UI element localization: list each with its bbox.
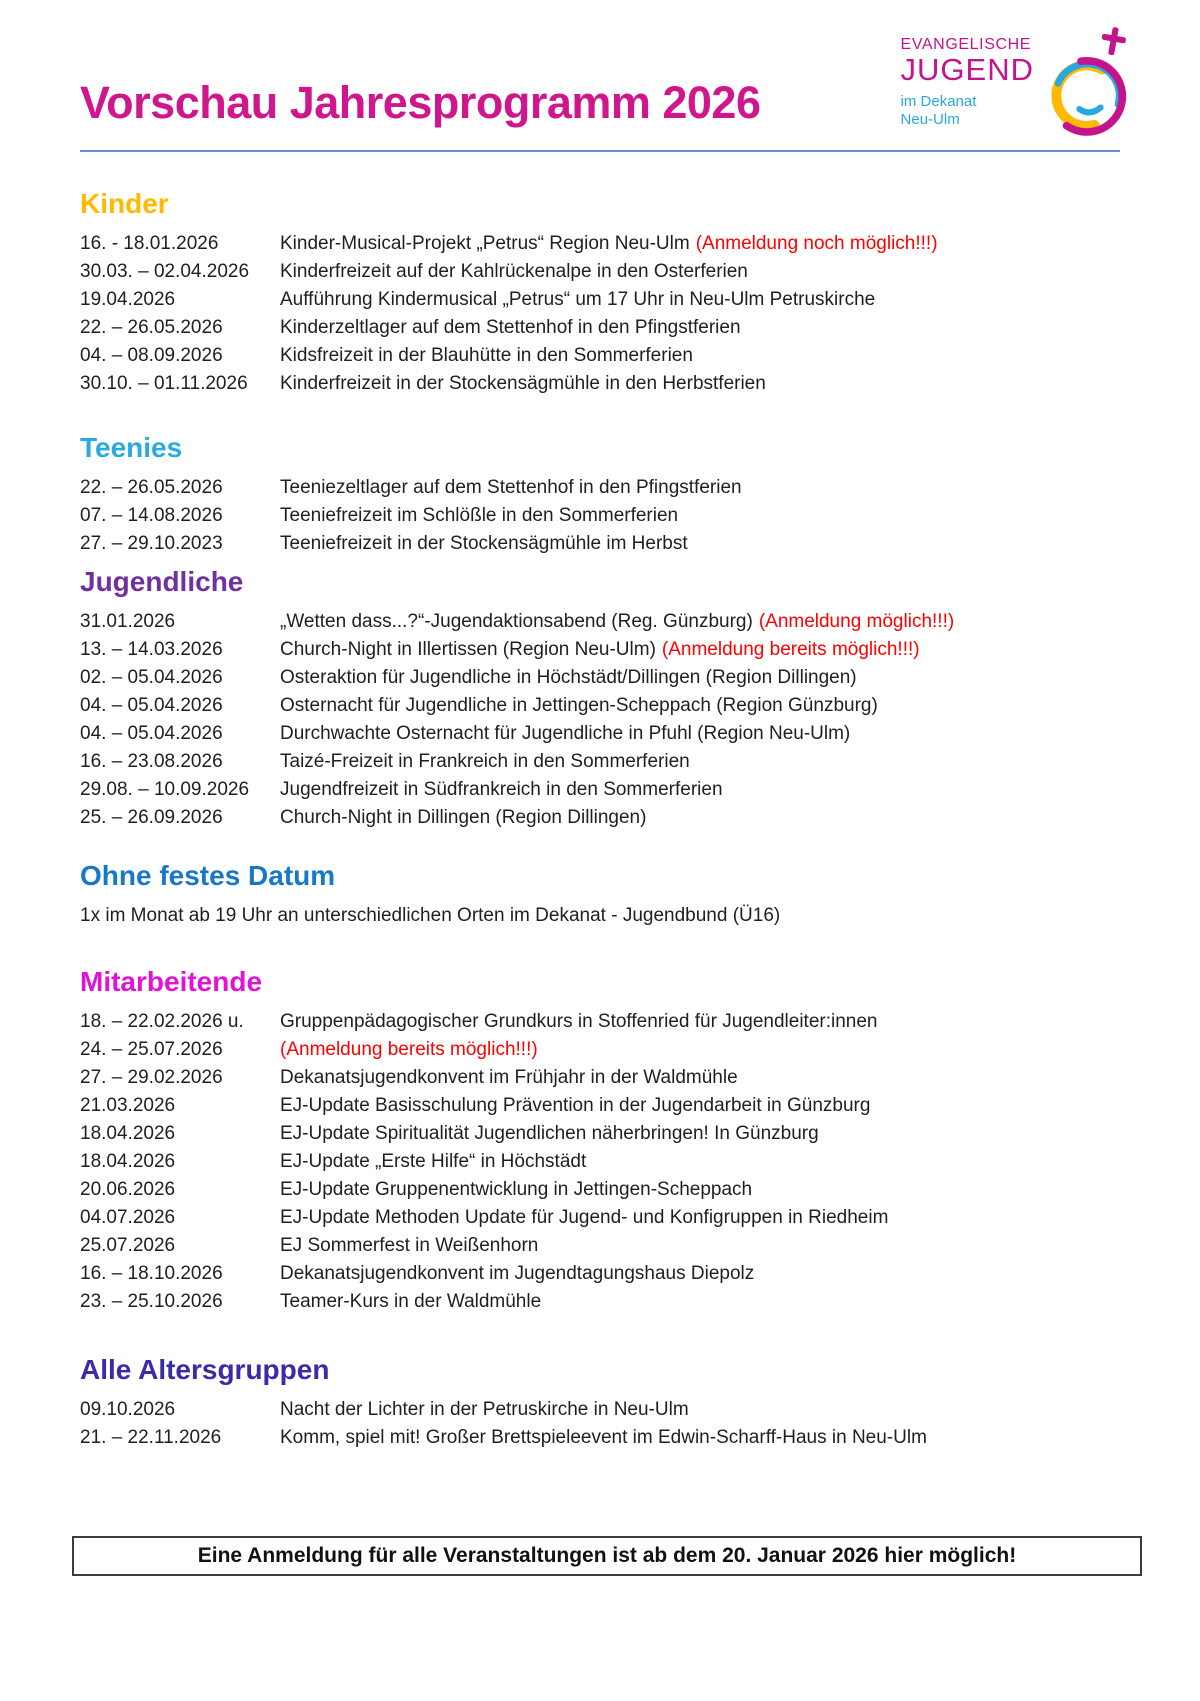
event-row <box>80 474 1120 502</box>
event-row <box>80 1260 1120 1288</box>
event-date: 18. – 22.02.2026 u. <box>80 1011 244 1033</box>
event-description <box>280 720 1120 748</box>
event-row <box>80 720 1120 748</box>
logo-line-evangelische: EVANGELISCHE <box>900 36 1032 53</box>
event-text: Church-Night in Illertissen (Region Neu-Ulm) <box>280 639 656 661</box>
event-row <box>80 370 1120 398</box>
event-description <box>280 1232 1120 1260</box>
event-description <box>280 692 1120 720</box>
event-date: 30.03. – 02.04.2026 <box>80 261 250 283</box>
event-text: Nacht der Lichter in der Petruskirche in Neu-Ulm <box>280 1399 689 1421</box>
event-date: 21. – 22.11.2026 <box>80 1427 222 1449</box>
event-description <box>280 748 1120 776</box>
event-text: EJ-Update Spiritualität Jugendlichen näherbringen! In Günzburg <box>280 1123 819 1145</box>
title-divider <box>80 150 1120 152</box>
event-description <box>280 776 1120 804</box>
event-date: 09.10.2026 <box>80 1399 176 1421</box>
event-description <box>280 530 1120 558</box>
event-description <box>280 342 1120 370</box>
event-row <box>80 342 1120 370</box>
event-row <box>80 1204 1120 1232</box>
event-text: EJ-Update „Erste Hilfe“ in Höchstädt <box>280 1151 587 1173</box>
ohne-festes-datum-text: 1x im Monat ab 19 Uhr an unterschiedlichen Orten im Dekanat - Jugendbund (Ü16) <box>80 905 781 927</box>
section-jugendliche <box>80 566 1120 832</box>
event-text: „Wetten dass...?“-Jugendaktionsabend (Reg. Günzburg) <box>280 611 753 633</box>
event-note: (Anmeldung möglich!!!) <box>758 611 955 633</box>
ring-cross-logo-icon <box>1040 24 1140 144</box>
section-kinder <box>80 188 1120 398</box>
event-row <box>80 692 1120 720</box>
event-date: 07. – 14.08.2026 <box>80 505 223 527</box>
event-row <box>80 502 1120 530</box>
event-row <box>80 1176 1120 1204</box>
event-description <box>280 664 1120 692</box>
logo-text <box>901 36 1034 129</box>
event-row <box>80 1064 1120 1092</box>
logo <box>901 24 1140 144</box>
event-date: 16. – 23.08.2026 <box>80 751 223 773</box>
event-note: (Anmeldung bereits möglich!!!) <box>661 639 920 661</box>
event-text: Osteraktion für Jugendliche in Höchstädt/Dillingen (Region Dillingen) <box>280 667 857 689</box>
event-description <box>280 1176 1120 1204</box>
event-description <box>280 1396 1120 1424</box>
event-text: Church-Night in Dillingen (Region Dillingen) <box>280 807 647 829</box>
event-row <box>80 1148 1120 1176</box>
event-date: 04. – 05.04.2026 <box>80 723 223 745</box>
event-date: 16. – 18.10.2026 <box>80 1263 223 1285</box>
event-row <box>80 286 1120 314</box>
event-row <box>80 1424 1120 1452</box>
event-row <box>80 1092 1120 1120</box>
section-mitarbeitende <box>80 966 1120 1316</box>
section-teenies <box>80 432 1120 558</box>
event-date: 16. - 18.01.2026 <box>80 233 219 255</box>
event-text: Dekanatsjugendkonvent im Frühjahr in der Waldmühle <box>280 1067 738 1089</box>
event-row <box>80 1036 1120 1064</box>
event-text: Kinderfreizeit in der Stockensägmühle in den Herbstferien <box>280 373 766 395</box>
event-text: Durchwachte Osternacht für Jugendliche in Pfuhl (Region Neu-Ulm) <box>280 723 851 745</box>
event-date: 22. – 26.05.2026 <box>80 477 223 499</box>
section-heading-teenies: Teenies <box>80 432 183 464</box>
event-text: EJ Sommerfest in Weißenhorn <box>280 1235 539 1257</box>
event-date: 25.07.2026 <box>80 1235 176 1257</box>
event-date: 25. – 26.09.2026 <box>80 807 223 829</box>
event-date: 27. – 29.02.2026 <box>80 1067 223 1089</box>
event-description <box>280 636 1120 664</box>
event-text: EJ-Update Gruppenentwicklung in Jettingen-Scheppach <box>280 1179 753 1201</box>
event-text: Jugendfreizeit in Südfrankreich in den Sommerferien <box>280 779 723 801</box>
event-row <box>80 636 1120 664</box>
event-date: 23. – 25.10.2026 <box>80 1291 223 1313</box>
event-date: 27. – 29.10.2023 <box>80 533 223 555</box>
event-text: Osternacht für Jugendliche in Jettingen-Scheppach (Region Günzburg) <box>280 695 878 717</box>
event-text: Kinderzeltlager auf dem Stettenhof in den Pfingstferien <box>280 317 741 339</box>
event-date: 04. – 05.04.2026 <box>80 695 223 717</box>
logo-line-im-dekanat: im Dekanat <box>900 93 977 111</box>
event-description <box>280 1148 1120 1176</box>
section-heading-jugendliche: Jugendliche <box>80 566 244 598</box>
event-text: Gruppenpädagogischer Grundkurs in Stoffenried für Jugendleiter:innen <box>280 1011 878 1033</box>
event-description <box>280 1120 1120 1148</box>
section-ohne-festes-datum <box>80 860 1120 930</box>
event-description <box>280 1204 1120 1232</box>
event-description <box>280 230 1120 258</box>
event-row <box>80 1396 1120 1424</box>
event-description <box>280 1036 1120 1064</box>
section-heading-kinder: Kinder <box>80 188 169 220</box>
event-row <box>80 1008 1120 1036</box>
event-row <box>80 1232 1120 1260</box>
event-row <box>80 530 1120 558</box>
event-description <box>280 370 1120 398</box>
event-row <box>80 748 1120 776</box>
event-text: Teeniefreizeit im Schlößle in den Sommerferien <box>280 505 679 527</box>
event-row <box>80 608 1120 636</box>
event-text: Teamer-Kurs in der Waldmühle <box>280 1291 542 1313</box>
event-date: 30.10. – 01.11.2026 <box>80 373 248 395</box>
event-row <box>80 664 1120 692</box>
event-note: (Anmeldung bereits möglich!!!) <box>280 1039 538 1061</box>
event-row <box>80 314 1120 342</box>
event-description <box>280 474 1120 502</box>
event-date: 21.03.2026 <box>80 1095 176 1117</box>
event-text: Kidsfreizeit in der Blauhütte in den Sommerferien <box>280 345 693 367</box>
event-text: Kinderfreizeit auf der Kahlrückenalpe in den Osterferien <box>280 261 748 283</box>
event-description <box>280 1288 1120 1316</box>
event-text: Komm, spiel mit! Großer Brettspieleevent im Edwin-Scharff-Haus in Neu-Ulm <box>280 1427 927 1449</box>
section-alle-altersgruppen <box>80 1354 1120 1452</box>
event-text: Teeniefreizeit in der Stockensägmühle im Herbst <box>280 533 688 555</box>
event-date: 18.04.2026 <box>80 1123 176 1145</box>
logo-line-jugend: JUGEND <box>900 51 1034 87</box>
event-text: Aufführung Kindermusical „Petrus“ um 17 Uhr in Neu-Ulm Petruskirche <box>280 289 876 311</box>
event-date: 13. – 14.03.2026 <box>80 639 223 661</box>
event-description <box>280 1260 1120 1288</box>
section-heading-ohne-festes-datum: Ohne festes Datum <box>80 860 336 892</box>
section-heading-alle-altersgruppen: Alle Altersgruppen <box>80 1354 330 1386</box>
event-date: 31.01.2026 <box>80 611 176 633</box>
event-text: EJ-Update Methoden Update für Jugend- und Konfigruppen in Riedheim <box>280 1207 889 1229</box>
event-text: Dekanatsjugendkonvent im Jugendtagungshaus Diepolz <box>280 1263 755 1285</box>
event-description <box>280 502 1120 530</box>
event-date: 04. – 08.09.2026 <box>80 345 223 367</box>
event-row <box>80 1288 1120 1316</box>
event-description <box>280 1064 1120 1092</box>
event-description <box>280 1008 1120 1036</box>
event-description <box>280 258 1120 286</box>
event-date: 02. – 05.04.2026 <box>80 667 223 689</box>
event-note: (Anmeldung noch möglich!!!) <box>695 233 938 255</box>
event-date: 20.06.2026 <box>80 1179 176 1201</box>
event-date: 22. – 26.05.2026 <box>80 317 223 339</box>
logo-line-neu-ulm: Neu-Ulm <box>900 111 960 129</box>
event-description <box>280 608 1120 636</box>
event-date: 29.08. – 10.09.2026 <box>80 779 250 801</box>
event-date: 18.04.2026 <box>80 1151 176 1173</box>
event-description <box>280 286 1120 314</box>
event-text: Teeniezeltlager auf dem Stettenhof in den Pfingstferien <box>280 477 742 499</box>
event-description <box>280 804 1120 832</box>
event-row <box>80 1120 1120 1148</box>
event-row <box>80 804 1120 832</box>
event-text: Taizé-Freizeit in Frankreich in den Sommerferien <box>280 751 690 773</box>
event-row <box>80 258 1120 286</box>
event-description <box>280 1092 1120 1120</box>
event-date: 24. – 25.07.2026 <box>80 1039 223 1061</box>
event-description <box>280 314 1120 342</box>
page-title: Vorschau Jahresprogramm 2026 <box>80 77 761 128</box>
event-date: 19.04.2026 <box>80 289 176 311</box>
event-text: Kinder-Musical-Projekt „Petrus“ Region Neu-Ulm <box>280 233 690 255</box>
section-heading-mitarbeitende: Mitarbeitende <box>80 966 263 998</box>
event-row <box>80 776 1120 804</box>
registration-banner: Eine Anmeldung für alle Veranstaltungen ist ab dem 20. Januar 2026 hier möglich! <box>72 1536 1142 1576</box>
event-text: EJ-Update Basisschulung Prävention in der Jugendarbeit in Günzburg <box>280 1095 871 1117</box>
event-description <box>280 1424 1120 1452</box>
event-row <box>80 230 1120 258</box>
event-date: 04.07.2026 <box>80 1207 176 1229</box>
